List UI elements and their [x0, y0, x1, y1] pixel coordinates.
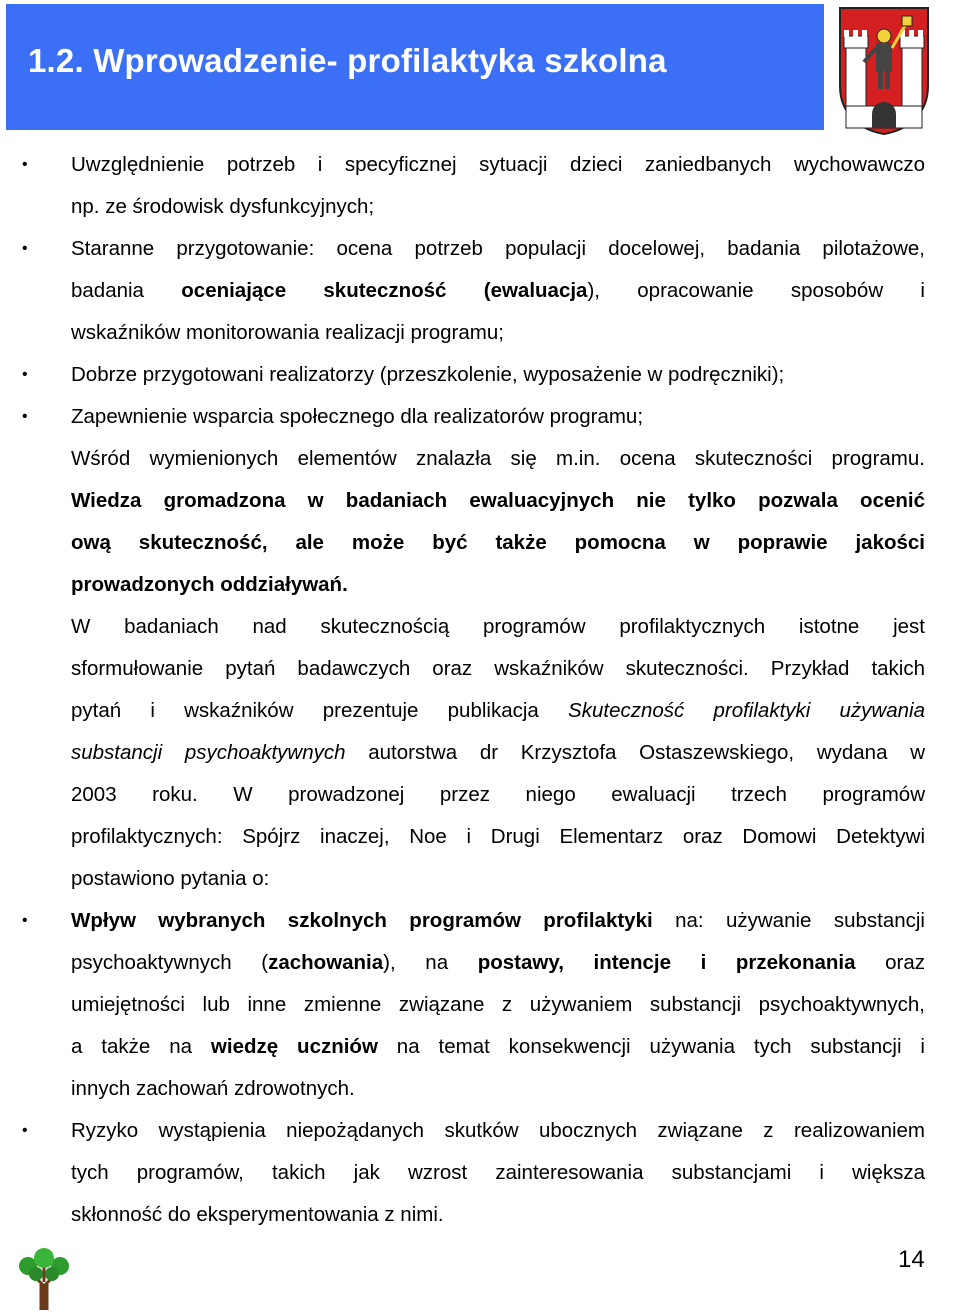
text-line	[71, 733, 925, 773]
text-line: Staranne przygotowanie: ocena potrzeb populacji docelowej, badania pilotażowe,	[71, 237, 925, 260]
text-run: psychoaktywnych (	[71, 951, 269, 974]
text-line: innych zachowań zdrowotnych.	[71, 1077, 355, 1100]
text-line: 2003 roku. W prowadzonej przez niego ewaluacji trzech programów	[71, 783, 925, 806]
text-line: umiejętności lub inne zmienne związane z używaniem substancji psychoaktywnych,	[71, 993, 925, 1016]
text-line: wskaźników monitorowania realizacji programu;	[71, 321, 504, 344]
text-line: Wśród wymienionych elementów znalazła się m.in. ocena skuteczności programu.	[71, 447, 925, 470]
text-run: oraz	[855, 951, 926, 974]
text-line	[71, 1027, 925, 1067]
bullet-marker: •	[22, 912, 28, 929]
text-line: sformułowanie pytań badawczych oraz wskaźników skuteczności. Przykład takich	[71, 657, 925, 680]
text-line: Dobrze przygotowani realizatorzy (przeszkolenie, wyposażenie w podręczniki);	[71, 363, 785, 386]
text-line: profilaktycznych: Spójrz inaczej, Noe i Drugi Elementarz oraz Domowi Detektywi	[71, 825, 925, 848]
text-run: autorstwa dr Krzysztofa Ostaszewskiego, wydana w	[345, 741, 925, 764]
bullet-marker: •	[22, 240, 28, 257]
text-line: Zapewnienie wsparcia społecznego dla realizatorów programu;	[71, 405, 644, 428]
text-run: a także na	[71, 1035, 211, 1058]
page-title: 1.2. Wprowadzenie- profilaktyka szkolna	[28, 42, 667, 79]
city-coat-of-arms-icon	[838, 6, 930, 136]
text-line	[71, 691, 925, 731]
publication-title: Skuteczność profilaktyki używania	[568, 699, 925, 722]
bold-text-line: prowadzonych oddziaływań.	[71, 573, 348, 596]
page-number: 14	[898, 1246, 925, 1273]
bold-text: wiedzę uczniów	[210, 1035, 378, 1058]
text-line: postawiono pytania o:	[71, 867, 270, 890]
bullet-marker: •	[22, 366, 28, 383]
title-banner	[6, 4, 824, 130]
bold-text: zachowania	[268, 951, 384, 974]
text-line: W badaniach nad skutecznością programów profilaktycznych istotne jest	[71, 615, 925, 638]
bold-text-line: ową skuteczność, ale może być także pomocna w poprawie jakości	[71, 531, 925, 554]
text-run: badania	[71, 279, 182, 302]
text-line: Uwzględnienie potrzeb i specyficznej sytuacji dzieci zaniedbanych wychowawczo	[71, 153, 925, 176]
bold-text: postawy, intencje i przekonania	[477, 951, 856, 974]
bullet-marker: •	[22, 156, 28, 173]
text-line: np. ze środowisk dysfunkcyjnych;	[71, 195, 375, 218]
bullet-marker: •	[22, 408, 28, 425]
text-line	[71, 943, 925, 983]
text-line: skłonność do eksperymentowania z nimi.	[71, 1203, 444, 1226]
bold-text: Wpływ wybranych szkolnych programów profilaktyki	[71, 909, 653, 932]
publication-title: substancji psychoaktywnych	[71, 741, 346, 764]
bold-text: oceniające skuteczność (ewaluacja	[181, 279, 588, 302]
text-line	[71, 901, 925, 941]
text-line: Ryzyko wystąpienia niepożądanych skutków ubocznych związane z realizowaniem	[71, 1119, 925, 1142]
text-run: na: używanie substancji	[652, 909, 925, 932]
text-line: tych programów, takich jak wzrost zainteresowania substancjami i większa	[71, 1161, 925, 1184]
bullet-marker: •	[22, 1122, 28, 1139]
bold-text-line: Wiedza gromadzona w badaniach ewaluacyjnych nie tylko pozwala ocenić	[71, 489, 925, 512]
text-line	[71, 271, 925, 311]
tree-logo-icon	[18, 1248, 70, 1312]
text-run: pytań i wskaźników prezentuje publikacja	[71, 699, 569, 722]
text-run: ), na	[383, 951, 478, 974]
text-run: na temat konsekwencji używania tych substancji i	[377, 1035, 925, 1058]
text-run: ), opracowanie sposobów i	[587, 279, 925, 302]
